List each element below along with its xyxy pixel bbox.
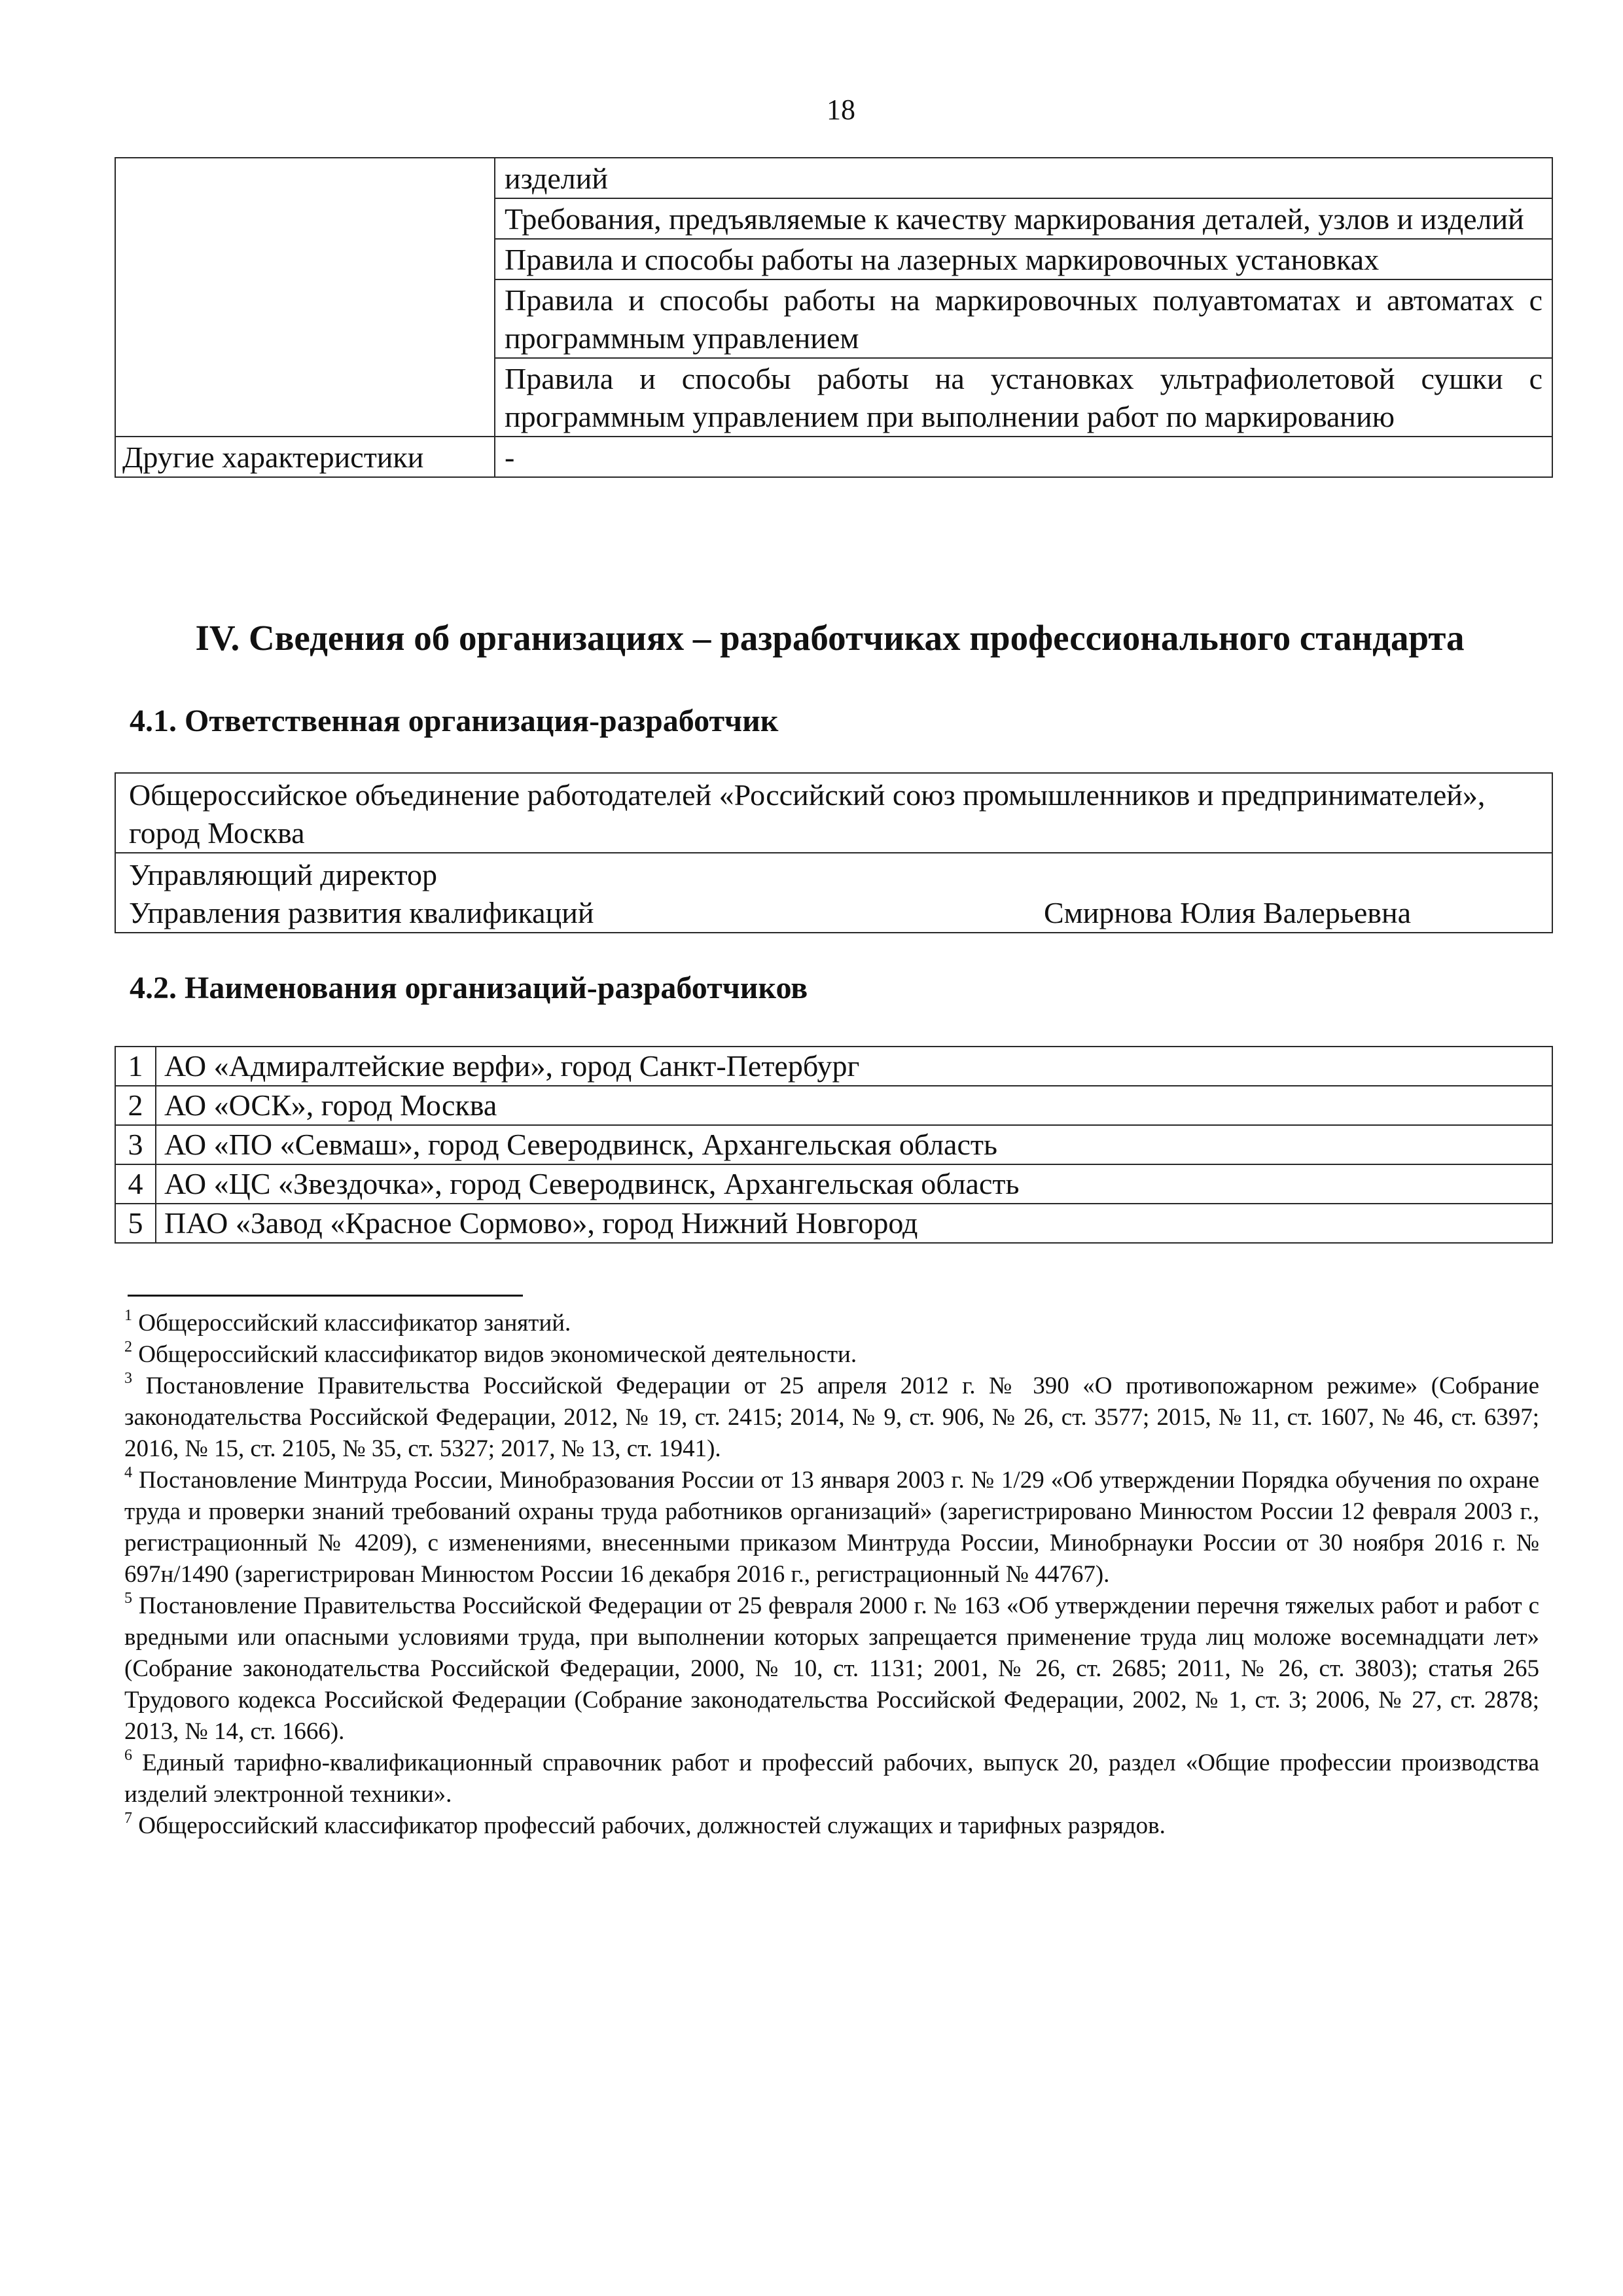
row-number: 3 xyxy=(115,1125,156,1164)
footnote-text: Общероссийский классификатор занятий. xyxy=(138,1310,571,1336)
table-row xyxy=(115,773,1552,853)
responsible-organization-heading: 4.1. Ответственная организация-разработчик xyxy=(130,704,779,738)
footnote-separator xyxy=(128,1295,523,1297)
footnote-text: Постановление Минтруда России, Минобразования России от 13 января 2003 г. № 1/29 «Об утверждении Порядка обучения по охране труда и проверки знаний требований охраны труда работников организаций» (зарегистрировано Минюстом России 12 февраля 2003 г., регистрационный № 4209), с изменениями, внесенными приказом Минтруда России, Минобрнауки России от 30 ноября 2016 г. № 697н/1490 (зарегистрирован Минюстом России 16 декабря 2016 г., регистрационный № 44767). xyxy=(124,1467,1539,1588)
developer-name: АО «ЦС «Звездочка», город Северодвинск, Архангельская область xyxy=(156,1164,1552,1204)
footnotes xyxy=(124,1308,1539,1842)
footnote-mark: 5 xyxy=(124,1590,132,1607)
developer-name: АО «Адмиралтейские верфи», город Санкт-Петербург xyxy=(156,1047,1552,1086)
position-row xyxy=(129,894,1539,932)
footnote-text: Единый тарифно-квалификационный справочник работ и профессий рабочих, выпуск 20, раздел «Общие профессии производства изделий электронной техники». xyxy=(124,1749,1539,1808)
developers-heading: 4.2. Наименования организаций-разработчиков xyxy=(130,971,808,1005)
table-row xyxy=(115,1125,1552,1164)
footnote xyxy=(124,1810,1539,1842)
section-title: IV. Сведения об организациях – разработчиках профессионального стандарта xyxy=(195,618,1465,658)
position-line-1: Управляющий директор xyxy=(129,858,437,891)
footnote xyxy=(124,1590,1539,1748)
developer-name: АО «ПО «Севмаш», город Северодвинск, Архангельская область xyxy=(156,1125,1552,1164)
row-number: 2 xyxy=(115,1086,156,1125)
table-row xyxy=(115,1164,1552,1204)
table-cell: изделий xyxy=(495,158,1552,198)
developer-name: ПАО «Завод «Красное Сормово», город Нижний Новгород xyxy=(156,1204,1552,1243)
other-characteristics-label: Другие характеристики xyxy=(115,437,495,477)
footnote-mark: 3 xyxy=(124,1370,132,1387)
developers-table xyxy=(115,1046,1553,1244)
position-line-2: Управления развития квалификаций xyxy=(129,896,594,929)
table-row xyxy=(115,853,1552,933)
footnote-text: Общероссийский классификатор видов экономической деятельности. xyxy=(138,1341,857,1368)
footnote-mark: 2 xyxy=(124,1338,132,1355)
continuation-table xyxy=(115,157,1553,478)
footnote xyxy=(124,1371,1539,1465)
row-number: 1 xyxy=(115,1047,156,1086)
organization-name: Общероссийское объединение работодателей «Российский союз промышленников и предпринимателей», город Москва xyxy=(115,773,1552,853)
signatory-cell xyxy=(115,853,1552,933)
table-row xyxy=(115,1086,1552,1125)
footnote xyxy=(124,1339,1539,1371)
footnote-mark: 6 xyxy=(124,1747,132,1764)
table-row xyxy=(115,437,1552,477)
table-cell: Требования, предъявляемые к качеству маркирования деталей, узлов и изделий xyxy=(495,198,1552,239)
table-cell: Правила и способы работы на маркировочных полуавтоматах и автоматах с программным управлением xyxy=(495,279,1552,358)
row-number: 4 xyxy=(115,1164,156,1204)
signatory-name: Смирнова Юлия Валерьевна xyxy=(1044,896,1411,929)
footnote xyxy=(124,1465,1539,1590)
footnote xyxy=(124,1308,1539,1339)
table-cell: Правила и способы работы на установках ультрафиолетовой сушки с программным управлением при выполнении работ по маркированию xyxy=(495,358,1552,437)
footnote-text: Постановление Правительства Российской Федерации от 25 февраля 2000 г. № 163 «Об утверждении перечня тяжелых работ и работ с вредными или опасными условиями труда, при выполнении которых запрещается применение труда лиц моложе восемнадцати лет» (Собрание законодательства Российской Федерации, 2000, № 10, ст. 1131; 2001, № 26, ст. 2685; 2011, № 26, ст. 3803); статья 265 Трудового кодекса Российской Федерации (Собрание законодательства Российской Федерации, 2002, № 1, ст. 3; 2006, № 27, ст. 2878; 2013, № 14, ст. 1666). xyxy=(124,1592,1540,1745)
table-cell-empty xyxy=(115,158,495,437)
footnote-mark: 4 xyxy=(124,1464,132,1481)
table-row xyxy=(115,1204,1552,1243)
footnote-mark: 7 xyxy=(124,1810,132,1827)
footnote-text: Постановление Правительства Российской Федерации от 25 апреля 2012 г. № 390 «О противопожарном режиме» (Собрание законодательства Российской Федерации, 2012, № 19, ст. 2415; 2014, № 9, ст. 906, № 26, ст. 3577; 2015, № 11, ст. 1607, № 46, ст. 6397; 2016, № 15, ст. 2105, № 35, ст. 5327; 2017, № 13, ст. 1941). xyxy=(124,1372,1540,1462)
footnote-text: Общероссийский классификатор профессий рабочих, должностей служащих и тарифных разрядов. xyxy=(138,1812,1166,1839)
other-characteristics-value: - xyxy=(495,437,1552,477)
developer-name: АО «ОСК», город Москва xyxy=(156,1086,1552,1125)
table-row xyxy=(115,158,1552,198)
footnote-mark: 1 xyxy=(124,1307,132,1324)
table-cell: Правила и способы работы на лазерных маркировочных установках xyxy=(495,239,1552,279)
page-number: 18 xyxy=(827,94,855,126)
responsible-organization-table xyxy=(115,772,1553,933)
table-row xyxy=(115,1047,1552,1086)
footnote xyxy=(124,1748,1539,1810)
row-number: 5 xyxy=(115,1204,156,1243)
